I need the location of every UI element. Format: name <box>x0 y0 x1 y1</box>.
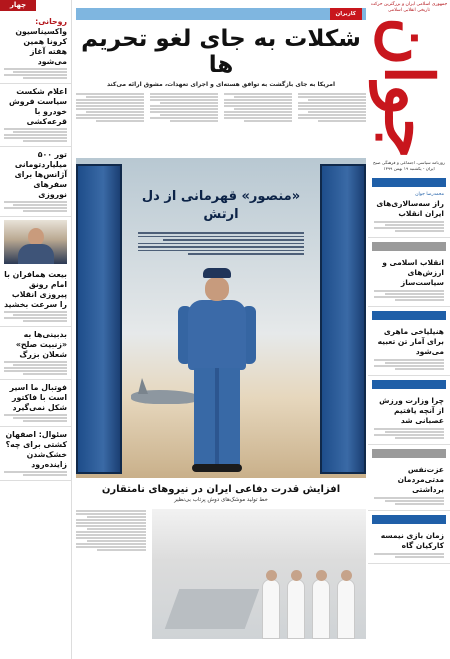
top-note: جمهوری اسلامی ایران و بزرگترین حرکت تاریخی انقلابی اسلامی <box>370 2 448 13</box>
text-line <box>23 210 67 212</box>
hangar-door-left <box>76 164 122 474</box>
right-column <box>368 0 450 659</box>
story-column <box>298 92 366 152</box>
text-line <box>13 417 67 419</box>
text-line <box>4 370 67 372</box>
right-story-headline: زمان بازی نیمسه کارکیان گاه <box>380 531 444 550</box>
text-line <box>13 204 67 206</box>
section-bar <box>372 311 446 320</box>
text-line <box>23 77 67 79</box>
worker-figure <box>337 579 355 639</box>
left-story[interactable] <box>0 427 71 481</box>
section-bar <box>372 449 446 458</box>
text-line <box>23 140 67 142</box>
left-story-headline: فوتبال ما اسیر است با فاکتور شکل نمی‌گیرد <box>9 383 67 412</box>
air-force-officer <box>176 268 258 473</box>
left-story-headline: تور ۵۰۰ میلیاردتومانی آژانس‌ها برای سفرهای نوروزی <box>14 150 67 199</box>
left-story[interactable] <box>0 14 71 84</box>
left-story[interactable] <box>0 84 71 147</box>
main-story-body <box>76 92 366 152</box>
main-headline[interactable]: شکلات به جای لغو تحریم ها <box>81 26 361 78</box>
left-story-headline: بیعت همافران با امام رونق پیروزی انقلاب را سرعت بخشید <box>4 270 67 309</box>
banner-label[interactable]: کاربران <box>330 8 363 20</box>
text-line <box>4 207 67 209</box>
text-line <box>23 420 67 422</box>
text-line <box>13 364 67 366</box>
text-line <box>13 131 67 133</box>
text-line <box>4 367 67 369</box>
text-line <box>4 201 67 203</box>
text-line <box>13 314 67 316</box>
officer-cap <box>203 268 231 278</box>
section-bar <box>372 178 446 187</box>
story-author: محمدرضا جوان <box>415 192 444 197</box>
text-line <box>13 71 67 73</box>
lab-table <box>165 589 260 629</box>
section-tag: چهار <box>0 0 36 11</box>
center-column <box>76 0 366 659</box>
left-story-headline: اعلام شکست سیاست فروش خودرو با قرعه‌کشی <box>9 87 67 126</box>
headline-text: واکسیناسیون کرونا همین هفته آغاز می‌شود <box>15 27 67 66</box>
right-story[interactable] <box>368 391 450 445</box>
left-story-headline: سئوال: اصفهان کشتی برای چه؟ خشک‌شدن زاینده‌رود <box>5 430 67 469</box>
left-story[interactable] <box>0 147 71 217</box>
main-lead: امریکا به جای بازگشت به توافق هسته‌ای و اجرای تعهدات، مشوق ارائه می‌کند <box>106 81 336 88</box>
right-story[interactable] <box>368 322 450 376</box>
text-line <box>4 74 67 76</box>
left-story-headline <box>4 17 67 67</box>
worker-figure <box>312 579 330 639</box>
masthead-info: روزنامه سیاسی، اجتماعی و فرهنگی صبح ایران - یکشنبه ۱۹ بهمن ۱۳۹۹ <box>373 160 445 171</box>
lower-story <box>76 509 366 639</box>
text-line <box>4 137 67 139</box>
text-line <box>23 320 67 322</box>
hero-text <box>138 230 304 257</box>
left-story[interactable] <box>0 267 71 327</box>
hangar-door-right <box>320 164 366 474</box>
officer-portrait <box>4 220 67 264</box>
section-bar <box>372 380 446 389</box>
officer-face <box>205 277 229 301</box>
right-story-headline: چرا وزارت ورزش از آنچه یافتیم عصبانی شد <box>379 396 444 425</box>
left-story-headline: بدبینی‌ها به «زنبیت صلح» شعلان بزرگ <box>15 330 67 359</box>
worker-figure <box>262 579 280 639</box>
hero-image[interactable] <box>76 158 366 478</box>
sub-headline[interactable]: افزایش قدرت دفاعی ایران در نیروهای نامتقارن <box>101 484 341 495</box>
officer-shoes <box>192 464 242 472</box>
text-line <box>4 128 67 130</box>
sub-lead: خط تولید موشک‌های دوش پرتاب بی‌نظیر <box>174 497 268 503</box>
hero-title[interactable]: «منصور» قهرمانی از دل ارتش <box>141 189 301 222</box>
text-line <box>4 361 67 363</box>
newspaper-logo[interactable] <box>370 17 448 159</box>
top-banner <box>76 8 366 20</box>
left-story[interactable] <box>0 327 71 380</box>
text-line <box>4 471 67 473</box>
text-line <box>23 373 67 375</box>
text-line <box>4 317 67 319</box>
story-column <box>150 92 218 152</box>
right-story[interactable] <box>368 189 450 238</box>
right-story-headline: راز سه‌سالاری‌های ایران انقلاب <box>376 199 444 218</box>
portrait-uniform <box>18 244 54 264</box>
right-story-headline: هنیلیاخی ماهری برای آمار تن تعبیه می‌شود <box>377 327 444 356</box>
right-story[interactable] <box>368 460 450 511</box>
section-bar <box>372 242 446 251</box>
right-story-headline: عزت‌نفس مدتی‌مردمان برداشتی <box>397 465 444 494</box>
left-column <box>0 0 72 659</box>
right-story-headline: انقلاب اسلامی و ارزش‌های سیاست‌ساز <box>382 258 444 287</box>
officer-legs <box>194 368 240 466</box>
left-story[interactable] <box>0 380 71 427</box>
officer-torso <box>188 300 246 370</box>
text-line <box>4 311 67 313</box>
text-line <box>4 68 67 70</box>
lab-photo[interactable] <box>152 509 366 639</box>
story-column <box>76 92 144 152</box>
lower-story-text <box>76 509 146 639</box>
worker-figure <box>287 579 305 639</box>
section-bar <box>372 515 446 524</box>
text-line <box>4 414 67 416</box>
headline-prefix: روحانی: <box>35 17 67 26</box>
text-line <box>23 474 67 476</box>
right-story[interactable] <box>368 253 450 307</box>
text-line <box>4 134 67 136</box>
right-story[interactable] <box>368 526 450 564</box>
logo-text: جوان <box>370 17 448 159</box>
story-column <box>224 92 292 152</box>
